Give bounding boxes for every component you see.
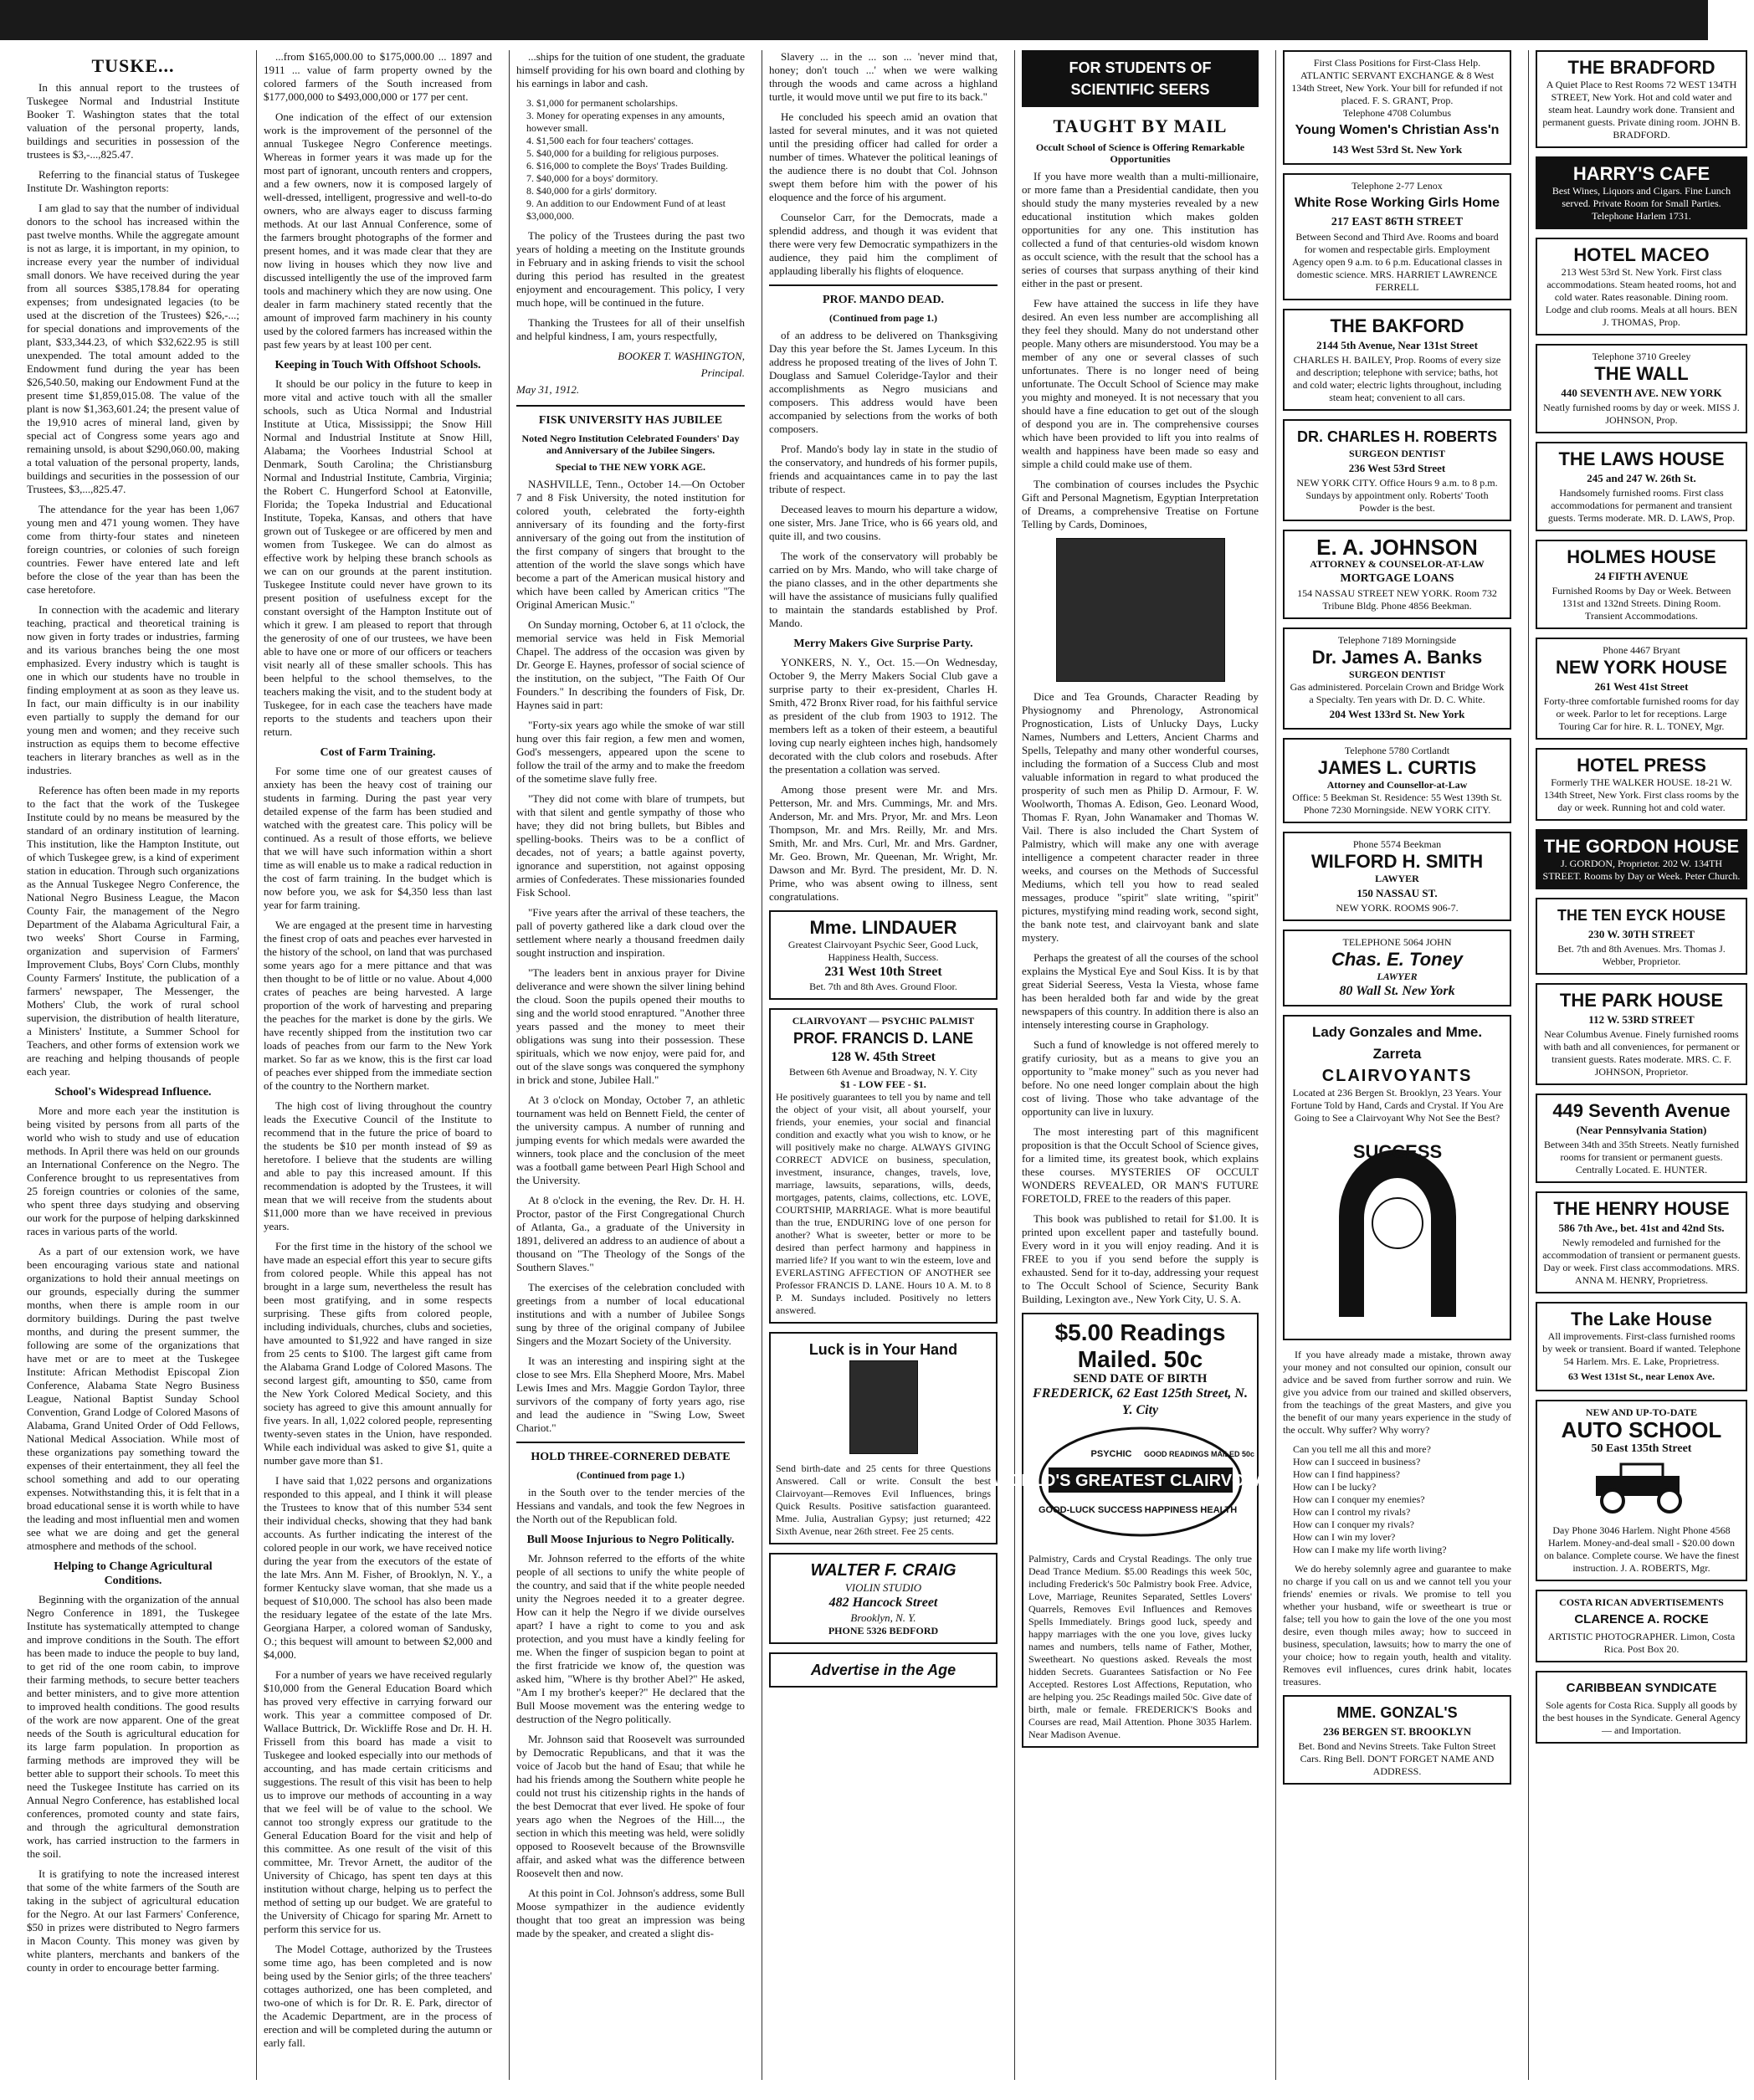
section-heading: Helping to Change Agricultural Conditions. [54,1560,213,1587]
ad-auto-school [1536,1400,1747,1581]
ad-body: Day Phone 3046 Harlem. Night Phone 4568 Harlem. Money-and-deal small - $20.00 down on balance. Complete course. We have the finest instruction. J. A. ROBERTS, Mgr. [1543,1524,1740,1574]
emblem-bottom-text: LOVE [1384,1306,1410,1316]
article-paragraph: Such a fund of knowledge is not offered merely to gratify curiosity, but as a means to give you an opportunity to "make money" such as you never had before. No one need longer complain about the high cost of living. Those who take advantage of the opportunity can live in luxury. [1022,1038,1259,1118]
divider [769,284,998,286]
ad-name: The Lake House [1571,1309,1712,1329]
article-paragraph: It was an interesting and inspiring sight at the close to see Mrs. Ella Shepherd Moore, Mrs. Mabel Lewis Imes and Mrs. Maggie Gordon Taylor, three survivors of the company of forty years ago, rise and lead the audience in "Swing Low, Sweet Chariot." [516,1355,745,1434]
emblem-top-text: SUCCESS [1352,1141,1442,1162]
ad-address: 236 West 53rd Street [1348,462,1446,474]
ad-address: (Near Pennsylvania Station) [1576,1124,1707,1136]
ad-body: 213 West 53rd St. New York. First class accommodations. Steam heated rooms, hot and cold water. Rates reasonable. Dining room. Lodge and club rooms. Meals at all hours. BEN J. THOMAS, Prop. [1545,266,1738,328]
article-paragraph: Referring to the financial status of Tuskegee Institute Dr. Washington reports: [27,168,239,194]
ad-gonzales [1283,1015,1511,1340]
ad-name: CLARENCE A. ROCKE [1574,1612,1709,1626]
ad-name: WALTER F. CRAIG [810,1561,956,1580]
ad-hotel-press [1536,748,1747,821]
ad-address: 150 NASSAU ST. [1357,887,1438,899]
banner-text: FOR STUDENTS OF SCIENTIFIC SEERS [1069,59,1212,98]
ad-smith [1283,832,1511,921]
continued-note: (Continued from page 1.) [576,1469,685,1481]
ad-name: THE HENRY HOUSE [1553,1198,1730,1219]
list-item: Can you tell me all this and more? [1293,1443,1431,1455]
ad-body: NEW YORK CITY. Office Hours 9 a.m. to 8 p.m. Sundays by appointment only. Roberts' Tooth Powder is the best. [1296,477,1498,514]
article-paragraph: If you have more wealth than a multi-millionaire, or more fame than a Presidential candidate, then you should study the many mysteries revealed by a new educational institution which makes golden opportunities for any one. This institution has collected a fund of that centuries-old wisdom known as occult science, with the result that the school has a series of courses that surpass anything of their kind either in the past or present. [1022,170,1259,289]
ad-body: All improvements. First-class furnished rooms by week or transient. Board if wanted. Telephone 54 Harlem. Mrs. E. Lake, Proprietress. [1542,1330,1741,1367]
emblem-main-text: WORLD'S GREATEST CLAIRVOYANT [992,1472,1289,1490]
ad-name: White Rose Working Girls Home [1294,196,1500,210]
ad-name: HOTEL PRESS [1577,755,1706,776]
illustration-image [1056,538,1225,682]
ad-name: Lady Gonzales and Mme. Zarreta [1311,1024,1483,1062]
ad-phone: Telephone 4708 Columbus [1342,107,1452,119]
ad-holmes-house [1536,540,1747,629]
article-paragraph: The exercises of the celebration concluded with greetings from a number of local educational institutions and with a number of Jubilee Songs sung by three of the original company of Jubilee Singers and the Mozart Society of the University. [516,1281,745,1347]
list-item: How can I control my rivals? [1293,1506,1411,1518]
automobile-icon [1579,1457,1705,1516]
ad-fee: $1 - LOW FEE - $1. [840,1078,926,1090]
ad-name: HOLMES HOUSE [1567,546,1716,567]
list-item: 8. $40,000 for a girls' dormitory. [526,185,658,197]
ad-address: 236 BERGEN ST. BROOKLYN [1323,1725,1471,1738]
ad-body: Neatly furnished rooms by day or week. MISS J. JOHNSON, Prop. [1543,402,1740,426]
list-item: 3. Money for operating expenses in any amounts, however small. [526,110,725,134]
ad-the-wall [1536,344,1747,433]
ad-ten-eyck-house [1536,898,1747,975]
article-paragraph: NASHVILLE, Tenn., October 14.—On October 7 and 8 Fisk University, the noted institution for colored youth, celebrated the forty-eighth anniversary of its founding and the forty-first anniversary of the going out from the institution of the first company of singers that brought to the attention of the world the slave songs which have become a part of the American musical history and which have been called by American critics "The Original American Music." [516,478,745,611]
ad-bakford [1283,309,1511,411]
ad-name: CARIBBEAN SYNDICATE [1566,1681,1717,1695]
ad-name: Dr. James A. Banks [1311,647,1483,668]
article-paragraph: Perhaps the greatest of all the courses of the school explains the Mystical Eye and Soul Kiss. It is by that great Siderial Seeress, Vesta la Viesta, whose fame has been heralded both far and wide by the great newspapers of this country. In addition there is also an intensely interesting course in Graphology. [1022,951,1259,1031]
article-paragraph: Deceased leaves to mourn his departure a widow, one sister, Mrs. Jane Trice, who is 66 years old, and quite ill, and two cousins. [769,503,998,542]
list-item: How can I succeed in business? [1293,1456,1421,1467]
ad-frederick [992,1313,1289,1748]
ad-address: 128 W. 45th Street [830,1050,936,1064]
ad-address: 204 West 133rd St. New York [1329,708,1465,720]
list-item: 3. $1,000 for permanent scholarships. [526,97,678,109]
ad-new-york-house [1536,638,1747,740]
list-item: 6. $16,000 to complete the Boys' Trades Building. [526,160,728,172]
article-paragraph: In this annual report to the trustees of Tuskegee Normal and Industrial Institute Booker T. Washington states that the total valuation of the personal property, lands, buildings and securities in possession of the trustees is $3,-...,825.47. [27,81,239,161]
article-paragraph: The policy of the Trustees during the past two years of holding a meeting on the Institute grounds in February and in asking friends to visit the school during this period has resulted in the greatest enjoyment and encouragement. This policy, I very much hope, will be continued in the future. [516,229,745,309]
ad-address: 245 and 247 W. 26th St. [1587,472,1696,484]
questions-list [1283,1443,1511,1556]
ad-johnson [1283,530,1511,619]
ad-line: CLAIRVOYANTS [1321,1067,1473,1085]
ad-tag: COSTA RICAN ADVERTISEMENTS [1559,1596,1724,1608]
ad-phone: Phone 4467 Bryant [1603,644,1680,656]
article-headline: Merry Makers Give Surprise Party. [793,638,973,650]
article-paragraph: "The leaders bent in anxious prayer for Divine deliverance and were shown the silver lining behind the cloud. Soon the pupils opened their mouths to sing and the world stood enraptured. "Another three years passed and the money to meet their obligations was sung into their possession. These spirituals, which we now enjoy, were paid for, and out of the slave songs was conquered the symphony in brick and stone, Jubilee Hall." [516,966,745,1086]
article-paragraph: in the South over to the tender mercies of the Hessians and vandals, and took the few Negroes in the North out of the Republican fold. [516,1486,745,1525]
ad-name: Advertise in the Age [810,1662,956,1678]
ad-address: 112 W. 53RD STREET [1588,1013,1695,1026]
emblem-left-text: GOOD-LUCK SUCCESS [1038,1505,1142,1515]
article-paragraph: The high cost of living throughout the country leads the Executive Council of the Institute to recommend that in the future the price of board to the students be $10 per month instead of $9 as heretofore. I believe that the students are willing and able to pay this increased amount. If this recommendation is adopted by the Trustees, it will mean that we will receive from the students about $11,000 more than we have received in previous years. [264,1099,492,1232]
article-paragraph: ...from $165,000.00 to $175,000.00 ... 1897 and 1911 ... value of farm property owned by the colored farmers of the South increased from $177,000,000 to $493,000,000 or 177 per cent. [264,50,492,103]
signature: BOOKER T. WASHINGTON, [618,350,745,362]
article-subheadline: Occult School of Science is Offering Remarkable Opportunities [1035,141,1245,165]
list-item: 7. $40,000 for a boys' dormitory. [526,172,659,184]
column-3 [509,50,751,2080]
ad-occult-banner [1022,50,1259,107]
section-heading: Cost of Farm Training. [320,746,436,759]
ad-age [769,1652,998,1688]
article-paragraph: In connection with the academic and literary teaching, practical and theoretical training is now given in forty trades or industries, farming and its various branches being the one most emphasized. Every industry which is taught is one in which our students have no trouble in finding employment at as soon as they leave us. In fact, our main difficulty is in our inability even partially to supply the demand for our young men and women; and they receive such instruction as equips them to become effective teachers in literary branches as well as in the industries. [27,603,239,776]
ad-body: Between 34th and 35th Streets. Neatly furnished rooms for transient or permanent guests. Centrally Located. E. HUNTER. [1544,1139,1739,1175]
ad-roberts [1283,419,1511,521]
ad-address: MORTGAGE LOANS [1340,572,1454,585]
ad-body: Handsomely furnished rooms. First class accommodations for permanent and transient guests. Terms moderate. MR. D. LAWS, Prop. [1547,487,1736,524]
ad-name: HARRY'S CAFE [1572,163,1710,184]
ad-body: J. GORDON, Proprietor. 202 W. 134TH STREET. Rooms by Day or Week. Peter Church. [1542,858,1741,882]
ad-name: THE BRADFORD [1567,57,1716,78]
article-paragraph: It should be our policy in the future to keep in more vital and active touch with all the smaller schools, such as Utica Normal and Industrial Institute at Utica, Mississippi; the Snow Hill Normal and Industrial Institute at Snow Hill, Alabama; the Voorhees Industrial School at Denmark, South Carolina; the Christiansburg Normal and Industrial Institute, Cambria, Virginia; the Robert C. Hungerford School at Eatonville, Florida; the Topeka Industrial and Educational Institute, Topeka, Kansas, and others that have grown out of Tuskegee or are officered by men and women from Tuskegee. We can do almost as effective work by helping these branch schools as we can on our grounds at the parent institution. Tuskegee Institute could never have grown to its present position of usefulness except for the constant oversight of the Hampton Institute out of which it grew. I am pleased to report that through the generosity of one of our trustees, we have been able to have one or more of our officers or teachers visit nearly all of these smaller schools. This has been helpful to the school themselves, to the teachers making the visit, and to the student body at Tuskegee, for in each case the teachers have made reports to the students and teachers upon their return. [264,377,492,738]
ad-bradford [1536,50,1747,148]
article-headline: FISK UNIVERSITY HAS JUBILEE [538,414,723,427]
ad-phone: Telephone 5780 Cortlandt [1344,745,1450,756]
article-paragraph: Reference has often been made in my reports to the fact that the work of the Tuskegee Institute could by no means be measured by the standard of an ordinary institution of learning. This institution, like the Hampton Institute, out of which Tuskegee grew, is a kind of experiment station in education. Through such organizations as the Annual Tuskegee Negro Conference, the National Negro Business League, the Macon County Fair, the management of the Negro Department of the Alabama Agricultural Fair, a two weeks' Short Course in Farming, organization and supervision of Farmers' Improvement Clubs, Boys' Corn Clubs, monthly County Farmers' Institute, the publication of a farmers' newspaper, The Messenger, the Mothers' Club, the work of rural school supervision, the distribution of health literature, a Ministers' Institute, a Summer School for Teachers, and other forms of extension work we are reaching and helping thousands of people each year. [27,784,239,1078]
ad-line: ATTORNEY & COUNSELOR-AT-LAW [1310,558,1485,570]
ad-phone: Telephone 2-77 Lenox [1351,180,1443,192]
ad-phone: TELEPHONE 5064 JOHN [1342,936,1452,948]
ad-address: 261 West 41st Street [1594,680,1689,693]
list-item: How can I win my lover? [1293,1531,1396,1543]
ad-name: THE BAKFORD [1330,315,1464,336]
ad-toney [1283,930,1511,1006]
ad-name: JAMES L. CURTIS [1317,757,1477,778]
ad-park-house [1536,983,1747,1085]
ad-name: Mme. LINDAUER [809,917,957,938]
ad-title: $5.00 Readings Mailed. 50c [1054,1319,1226,1372]
portrait-image [849,1360,918,1454]
ad-name: THE GORDON HOUSE [1543,836,1740,857]
ad-name: WILFORD H. SMITH [1310,851,1484,872]
divider [516,1442,745,1443]
article-paragraph: One indication of the effect of our extension work is the improvement of the personnel of the annual Tuskegee Negro Conference meetings. Whereas in former years it was made up for the most part of ignorant, uncouth renters and croppers, and a few owners, now it is composed largely of well-dressed, intelligent, progressive and well-to-do owners, who are always eager to discuss farming methods. At our last Annual Conference, some of the farmers brought photographs of the former and present homes, and it was made clear that they are now living in houses which they now live and discussed intelligently the use of the improved farm tools and machinery which they are now using. One dealer in farm machinery stated recently that the amount of improved farm machinery in his county used by the colored farmers has increased within the past few years by at least 100 per cent. [264,110,492,351]
ad-name: 449 Seventh Avenue [1552,1100,1731,1121]
list-item: How can I find happiness? [1293,1468,1400,1480]
article-paragraph: I am glad to say that the number of individual donors to the school has increased within the past twelve months. While the aggregate amount is not as large, it is important, in my opinion, to increase every year the number of individual small donors. We have received during the year from all sources $385,178.84 for operating expenses; from undesignated legacies (to be used at the discretion of the Trustees) $26,-...; for special donations and improvements of the plant, $33,344.23, of which $32,622.95 is still unexpended. The total amount added to the Endowment fund during the year has been $26,540.50, making our Endowment Fund at the present time $1,859,015.08. The value of the plant is now $1,363,601.24; the present value of the 19,910 acres of mineral land, given by special act of Congress some years ago and remaining unsold, is about $290,060.00, making a total valuation of the personal property, lands, buildings and securities in the possession of our Trustees, $3,...,825.47. [27,202,239,495]
ad-address: 63 West 131st St., near Lenox Ave. [1567,1370,1715,1382]
ad-body: Furnished Rooms by Day or Week. Between 131st and 132nd Streets. Dining Room. Transient Accommodations. [1551,585,1731,622]
ad-body: Bet. 7th and 8th Avenues. Mrs. Thomas J. Webber, Proprietor. [1557,943,1726,967]
ad-body: Near Columbus Avenue. Finely furnished rooms with bath and all conveniences, for permanent or transient guests. Rates moderate. MRS. C. F. JOHNSON, Proprietor. [1543,1028,1740,1078]
list-item: 9. An addition to our Endowment Fund of at least $3,000,000. [526,197,726,222]
ad-body: Located at 236 Bergen St. Brooklyn, 23 Years. Your Fortune Told by Hand, Cards and Crystal. If You Are Going to See a Clairvoyant Why Not See the Best? [1290,1087,1504,1124]
article-headline: PROF. MANDO DEAD. [823,294,944,306]
ad-name: Chas. E. Toney [1331,949,1463,970]
ad-laws-house [1536,442,1747,531]
ad-harrys-cafe [1536,156,1747,229]
ad-body: Newly remodeled and furnished for the accommodation of transient or permanent guests. Day or week. First class accommodations. MRS. ANNA M. HENRY, Proprietress. [1542,1237,1741,1286]
ad-name: E. A. JOHNSON [1316,535,1478,560]
article-paragraph: At 8 o'clock in the evening, the Rev. Dr. H. H. Proctor, pastor of the First Congregational Church of Atlanta, Ga., a graduate of the University in 1891, delivered an address to an audience of about a thousand on "The Theology of the Songs of the Southern Slaves." [516,1194,745,1273]
ad-paragraph: We do hereby solemnly agree and guarantee to make no charge if you call on us and we cannot tell you your friends' enemies or rivals. We promise to tell you whether your husband, wife or sweetheart is true or false; tell you how to gain the love of the one you most desire, even though miles away; how to succeed in business, speculation, lawsuits; how to marry the one of your choice; how to regain youth, health and vitality. Removes evil influences, cures drink habit, locates treasures. [1283,1563,1511,1688]
ad-phone: Phone 5574 Beekman [1352,838,1442,850]
ad-address: 217 EAST 86TH STREET [1331,216,1464,228]
ad-paragraph: If you have already made a mistake, thrown away your money and not consulted our opinion, consult our advice and be saved from further sorrow and ruin. We give you advice from our trained and skilled observers, from the teachings of the great Masters, and give you the benefit of our many years experience in the study of the occult. Why suffer? Why worry? [1283,1349,1511,1436]
article-paragraph: He concluded his speech amid an ovation that lasted for several minutes, and it was not quieted until the presiding officer had called for order a number of times. Whatever the political leanings of the audience there is no doubt that Col. Johnson swept them before him with the power of his eloquence and the force of his argument. [769,110,998,203]
ad-line: LAWYER [1375,873,1419,884]
ad-address: FREDERICK, 62 East 125th Street, N. Y. City [1033,1386,1248,1417]
ad-ywca [1283,50,1511,165]
ad-subtitle: SEND DATE OF BIRTH [1073,1372,1208,1385]
ad-body: Bet. Bond and Nevins Streets. Take Fulton Street Cars. Ring Bell. DON'T FORGET NAME AND ADDRESS. [1298,1740,1496,1777]
ad-line: LAWYER [1377,971,1418,982]
article-paragraph: At this point in Col. Johnson's address, some Bull Moose sympathizer in the audience evidently thought that too great an impression was being made by the speaker, and created a slight dis- [516,1887,745,1939]
article-paragraph: "They did not come with blare of trumpets, but with that silent and gentle sympathy of those who have; they did not bring bullets, but Bibles and spelling-books. Theirs was to be a conflict of decades, not of years; a battle against poverty, ignorance and superstition, not against opposing armies of Confederates. These missionaries founded Fisk School. [516,792,745,899]
ad-body: Palmistry, Cards and Crystal Readings. The only true Dead Trance Medium. $5.00 Readings this week 50c, including Frederick's 50c Palmistry book Free. Advice, Love, Marriage, Reunites Separated, Settles Lovers' Quarrels, Removes Evil Influences and Removes Spells Immediately. Brings good luck, speedy and happy marriages with the one you love, gives lucky names and numbers, tells name of Father, Mother, Sweetheart. No questions asked. Reveals the most hidden Secrets. Guarantees Satisfaction or No Fee Accepted. Restores Lost Affections, Reputation, who are helping you. 25c Readings mailed 50c. Give date of birth, male or female. FREDERICK'S Books and Courses are read, Mail Attention. Phone 3035 Harlem. Near Madison Avenue. [1028,1553,1252,1740]
ad-name: MME. GONZAL'S [1336,1704,1458,1721]
list-item: 4. $1,500 each for four teachers' cottages. [526,135,694,146]
ad-caribbean [1536,1671,1747,1744]
emblem-right-text: HAPPINESS HEALTH [1144,1505,1237,1515]
ad-name: Luck is in Your Hand [808,1341,958,1358]
section-heading: School's Widespread Influence. [54,1086,212,1099]
ad-line: SURGEON DENTIST [1348,448,1446,459]
ad-body: First Class Positions for First-Class Help. ATLANTIC SERVANT EXCHANGE & 8 West 134th Street, New York. Your bill for refunded if not placed. F. S. GRANT, Prop. [1291,57,1503,106]
article-paragraph: The combination of courses includes the Psychic Gift and Personal Magnetism, Egyptian Interpretation of Dreams, a comprehensive Treatise on Fortune Telling by Cards, Dominoes, [1022,478,1259,530]
article-paragraph: of an address to be delivered on Thanksgiving Day this year before the St. James Lyceum. In this address he proposed treating of the lives of John T. Douglass and Samuel Coleridge-Taylor and their accomplishments as Negro musicians and composers. This address would have been accompanied by selections from the works of both composers. [769,329,998,435]
ad-address: 231 West 10th Street [824,965,942,979]
ad-body: Sole agents for Costa Rica. Supply all goods by the best houses in the Syndicate. General Agency — and Importation. [1542,1699,1741,1736]
ad-name: THE TEN EYCK HOUSE [1557,907,1726,924]
article-paragraph: The most interesting part of this magnificent proposition is that the Occult School of Science gives, for a limited time, its greatest book, which explains these courses. MYSTERIES OF OCCULT WONDERS REVEALED, OR MAN'S FUTURE FORETOLD, FREE to the readers of this paper. [1022,1125,1259,1205]
ad-name: AUTO SCHOOL [1561,1417,1722,1442]
ad-body: Forty-three comfortable furnished rooms for day or week. Parlor to let for receptions. Large Touring Car for hire. R. L. TONEY, Mgr. [1543,695,1740,732]
ad-gordon-house [1536,829,1747,889]
list-item: How can I be lucky? [1293,1481,1377,1493]
ad-body: Office: 5 Beekman St. Residence: 55 West 139th St. Phone 7230 Morningside. NEW YORK CITY. [1292,791,1502,816]
article-paragraph: As a part of our extension work, we have been encouraging various state and national organizations to hold their annual meetings on our grounds, especially during the summer months, when there is ample room in our dormitory buildings. During the past twelve months, and during the present summer, the following are some of the organizations that have met or are to meet at the Tuskegee Institute: African Methodist Episcopal Zion Conference, Alabama State Negro Business League, National Baptist Sunday School Convention, Grand Lodge of Colored Masons of Alabama, Grand United Order of Odd Fellows, National Medical Association. While most of these organizations pay something toward the expenses of their entertainment, they all feel the school something and add to our operating expenses. Notwithstanding this, it is felt that in a broad educational sense it is worth while to have the leading and most influential men and women see what we are doing and get the general atmosphere and methods of the school. [27,1245,239,1552]
article-paragraph: Slavery ... in the ... son ... 'never mind that, honey; don't touch ...' when we were walking through the woods and came across a highland turtle, it would move until we put fire to its back." [769,50,998,103]
article-paragraph: I have said that 1,022 persons and organizations responded to this appeal, and I think it will please the Trustees to know that of this number 534 sent their individual checks, showing that they had bank accounts. As further indicating the interest of the colored people in our work, we have received notice during the year from the executors of the estate of the late Mrs. Ann M. Fisher, of Brooklyn, N. Y., a former Kentucky slave woman, that she made us a bequest of $10,000. The school has also been made the residuary legatee of the estate of the late Mrs. Georgiana Harper, a colored woman of Sandusky, O.; this bequest will amount to between $2,000 and $4,000. [264,1474,492,1661]
ad-name: Young Women's Christian Ass'n [1295,123,1500,137]
ad-body: A Quiet Place to Rest Rooms 72 WEST 134TH STREET, New York. Hot and cold water and steam heat. Laundry work done. Transient and permanent guests. Private dining room. JOHN B. BRADFORD. [1542,79,1741,141]
horseshoe-emblem-icon [1305,1124,1490,1325]
emblem-top-text: PSYCHIC [1090,1449,1131,1459]
article-paragraph: The Model Cottage, authorized by the Trustees some time ago, has been completed and is now being used by the Senior girls; of the three teachers' cottages authorized, one has been completed, and two-one of which is for Dr. R. E. Park, director of the Academic Department, are in the process of erection and will be completed during the autumn or early fall. [264,1943,492,2049]
ad-tag: NEW AND UP-TO-DATE [1585,1406,1698,1418]
article-paragraph: ...ships for the tuition of one student, the graduate himself providing for his own board and clothing by his earnings in labor and cash. [516,50,745,90]
ad-lake-house [1536,1302,1747,1391]
article-paragraph: This book was published to retail for $1.00. It is printed upon excellent paper and tastefully bound. Every word in it you will enjoy reading. And it is FREE to you if you send before the supply is exhausted. Send for it to-day, addressing your request to The Occult School of Science, Security Bank Building, Lexington ave., New York City, U. S. A. [1022,1212,1259,1305]
ad-address: 2144 5th Avenue, Near 131st Street [1316,339,1478,351]
clairvoyant-emblem-icon [992,1419,1289,1544]
ad-body: ARTISTIC PHOTOGRAPHER. Limon, Costa Rica. Post Box 20. [1547,1631,1736,1655]
ad-line: Attorney and Counsellor-at-Law [1326,779,1468,791]
article-paragraph: Few have attained the success in life they have desired. An even less number are accomplishing all they feel they should. Many do not understand other people. Many others are misunderstood. You may be a member of any one or several classes of such unfortunates. There is no longer need of being unfortunate. The Occult School of Science may make you mighty and moneyed. It is not necessary that you should have a fine education to get out of the slough of despond you are in. The comprehensive courses which have been provided to lift you into realms of wealth and happiness have been made so easy and simple a child could make use of them. [1022,297,1259,470]
section-heading: Bull Moose Injurious to Negro Politically. [526,1534,735,1546]
article-paragraph: Mr. Johnson referred to the efforts of the white people of all sections to unify the white people of the country, and said that if the white people needed unity the Negroes needed it to a greater degree. How can it help the Negro if we divide ourselves apart? I have a right to come to you and ask protection, and you must have a kindly feeling for me. When the finger of suspicion began to point at the first fratricide we know of, the question was asked him, "Where is thy brother Abel?" He asked, "Am I my brother's keeper?" He declared that the Bull Moose movement was the entering wedge to destruction of the Negro politically. [516,1552,745,1725]
ad-address: 24 FIFTH AVENUE [1594,570,1689,582]
ad-address: 440 SEVENTH AVE. NEW YORK [1561,387,1722,399]
ad-white-rose [1283,173,1511,300]
ad-name: PROF. FRANCIS D. LANE [792,1030,973,1047]
ad-address: 50 East 135th Street [1591,1442,1692,1455]
ad-body: Formerly THE WALKER HOUSE. 18-21 W. 134th Street, New York. First class rooms by the day or week. Running hot and cold water. [1544,776,1739,813]
article-paragraph: Counselor Carr, for the Democrats, made a splendid address, and though it was evident that there were very few Democratic sympathizers in the audience, they paid him the compliment of applauding liberally his flights of eloquence. [769,211,998,277]
list-item: How can I conquer my enemies? [1293,1493,1425,1505]
column-2 [256,50,499,2080]
ad-line: Brooklyn, N. Y. [850,1611,916,1624]
ad-phone: Telephone 3710 Greeley [1592,351,1691,362]
ad-line: Bet. 7th and 8th Aves. Ground Floor. [809,981,957,992]
column-5 [992,50,1289,2080]
article-paragraph: The work of the conservatory will probably be carried on by Mrs. Mando, who will take charge of the piano classes, and in the other departments she will have the assistance of musicians fully qualified to maintain the standards established by Prof. Mando. [769,550,998,629]
ad-body: CHARLES H. BAILEY, Prop. Rooms of every size and description; telephone with service; baths, hot and cold water; electric lights throughout, including steam heat; convenient to all cars. [1293,354,1501,403]
ad-phone: Telephone 7189 Morningside [1337,634,1457,646]
ad-rocke [1536,1590,1747,1662]
ad-curtis [1283,738,1511,823]
ad-449-seventh [1536,1094,1747,1183]
ad-name: HOTEL MACEO [1573,244,1710,265]
article-paragraph: Beginning with the organization of the annual Negro Conference in 1891, the Tuskegee Institute has systematically attempted to change and improve conditions in the South. The effort has been made to induce the people to buy land, to get rid of the one room cabin, to improve their farming methods, to secure better teachers and better ministers, and to give more attention to improved health conditions. The good results of the work are now apparent. One of the great needs of the South is agricultural education for its large farm population. In proportion as farming methods are improved they will be better able to support their schools. To meet this need the Tuskegee Institute has carried on its Annual Negro Conference, has established local conferences, promoted county and state fairs, and through the agricultural demonstration work, has carried instruction to the farmers in the soil. [27,1593,239,1860]
article-paragraph: On Sunday morning, October 6, at 11 o'clock, the memorial service was held in Fisk Memorial Chapel. The address of the occasion was given by Dr. George E. Haynes, professor of social science of the institution, on the subject, "The Faith Of Our Founders." In describing the founders of Fisk, Dr. Haynes said in part: [516,618,745,711]
ad-address: 143 West 53rd St. New York [1331,143,1463,156]
list-item: How can I make my life worth living? [1293,1544,1447,1555]
column-6 [1275,50,1518,2080]
ad-tag: CLAIRVOYANT — PSYCHIC PALMIST [792,1015,975,1027]
divider [516,405,745,407]
ad-name: THE PARK HOUSE [1559,990,1724,1011]
ad-body: NEW YORK. ROOMS 906-7. [1336,902,1459,914]
ad-address: 230 W. 30TH STREET [1587,928,1695,940]
ad-name: NEW YORK HOUSE [1556,657,1727,678]
ad-body: 154 NASSAU STREET NEW YORK. Room 732 Tribune Bldg. Phone 4856 Beekman. [1297,587,1497,612]
section-heading: Keeping in Touch With Offshoot Schools. [274,359,481,371]
ad-lane [769,1008,998,1324]
ad-name: THE WALL [1594,363,1689,384]
ad-address: 586 7th Ave., bet. 41st and 42nd Sts. [1558,1222,1725,1234]
needs-list [516,97,745,223]
article-paragraph: At 3 o'clock on Monday, October 7, an athletic tournament was held on Bennett Field, the center of the university campus. A number of running and jumping events for which medals were awarded the winners, took place and the conclusion of the meet was a football game between Pearl High School and the University. [516,1094,745,1186]
ad-body: Gas administered. Porcelain Crown and Bridge Work a Specialty. Ten years with Dr. D. C. White. [1290,681,1505,705]
ad-line: Between 6th Avenue and Broadway, N. Y. City [789,1066,977,1078]
ad-body: Best Wines, Liquors and Cigars. Fine Lunch served. Private Room for Small Parties. Telephone Harlem 1731. [1551,185,1731,222]
article-paragraph: Among those present were Mr. and Mrs. Petterson, Mr. and Mrs. Cummings, Mr. and Mrs. Anderson, Mr. and Mrs. Pryor, Mr. and Mrs. Leon Thompson, Mr. and Mrs. Reilly, Mr. and Mrs. Smith, Mr. and Mrs. Curl, Mr. and Mrs. Gardner, Mr. Geo. Brown, Mr. Queenan, Mr. Wright, Mr. Dawson and Mr. Byrd. The president, Mr. D. N. Prime, who was absent owing to illness, sent congratulations. [769,783,998,903]
ad-gonzals-bottom [1283,1695,1511,1785]
continued-note: (Continued from page 1.) [828,312,938,324]
ad-henry-house [1536,1191,1747,1293]
article-paragraph: For some time one of our greatest causes of anxiety has been the heavy cost of training our students in farming. During the past year very detailed expense of the farm has been studied and watched with the greatest care. This policy will be continued. As a result of those efforts, we believe that we will have such information within a short time as will enable us to make a radical reduction in the cost of farm training. In the budget which is now before you, we ask for $4,350 less than last year for farm training. [264,765,492,911]
ad-line: VIOLIN STUDIO [844,1581,922,1594]
ad-hotel-maceo [1536,238,1747,335]
column-7 [1528,50,1754,2080]
ad-banks [1283,627,1511,730]
ad-name: DR. CHARLES H. ROBERTS [1296,428,1497,445]
article-paragraph: Mr. Johnson said that Roosevelt was surrounded by Democratic Republicans, and that it was the voice of Jacob but the hand of Esau; that while he had his friends among the Southern white people he could not trust his citizenship rights in the hands of the best Democrat that ever lived. He spoke of four years ago when the Negroes of the Hill..., the section in which this meeting was held, were solidly opposed to Roosevelt because of the Brownsville affair, and asked what was the difference between Roosevelt then and now. [516,1733,745,1879]
article-paragraph: More and more each year the institution is being visited by persons from all parts of the world who wish to study and use of education methods. In April there was held on our grounds an International Conference on the Negro. The Conference brought to us representatives from 25 foreign countries or colonies of the same, who spent three days studying and observing our work for the purpose of helping darkskinned races in various parts of the world. [27,1104,239,1237]
ad-lindauer [769,910,998,1000]
article-paragraph: For the first time in the history of the school we have made an especial effort this year to secure gifts from colored people. While this appeal has not brought in a large sum, nevertheless the result has been most gratifying, and in some respects surprising. These gifts from colored people, including individuals, churches, clubs and societies, have amounted to $1,922 and have ranged in size from 25 cents to $100. The largest gift came from the Alabama Grand Lodge of Colored Masons. The second largest gift, amounting to $50, came from the New York Colored Medical Society, and this society has agreed to give this amount annually for five years. In all, 1,022 colored people, representing twenty-seven states in the Union, have responded. While each individual was asked to give $1, quite a number gave more than $1. [264,1240,492,1467]
ad-body: Send birth-date and 25 cents for three Questions Answered. Call or write. Consult the best Clairvoyant—Removes Evil Influences, brings Quick Results. Positive satisfaction guaranteed. Mme. Julia, Australian Gypsy; just returned; 422 Sixth Avenue, near 26th street. Fee 25 cents. [776,1462,991,1537]
ad-line: Greatest Clairvoyant Psychic Seer, Good Luck, Happiness Health, Success. [787,939,979,963]
article-paragraph: The attendance for the year has been 1,067 young men and 471 young women. They have come from thirty-four states and nineteen foreign countries, or colonies of such foreign countries. Fewer have entered late and left before the close of the year than has been the case heretofore. [27,503,239,596]
article-paragraph: Dice and Tea Grounds, Character Reading by Physiognomy and Phrenology, Astronomical Prognostication, Lists of Unlucky Days, Lucky Names, Numbers and Letters, Ancient Charms and Spells, Telepathy and many other wonderful courses, including the formation of a Success Club and most valuable information in regard to what produced the prosperity of such men as Philip D. Armour, F. W. Woolworth, Thomas A. Edison, Geo. Leonard Wood, Thomas F. Ryan, John Wanamaker and Thomas W. Vail. There is also included the Chart System of Palmistry, which will make any one with average intelligence a competent character reader in three weeks, and courses on the Methods of Successful Mediums, which tell you how to read sealed messages, produce "spirit" slate writing, "spirit" pictures, mystifying mind reading work, second sight, the bank note test, and clairvoyant bank and slate mystery. [1022,690,1259,944]
ad-address: 80 Wall St. New York [1339,984,1455,998]
ad-phone: PHONE 5326 BEDFORD [828,1625,939,1636]
article-paragraph: Thanking the Trustees for all of their unselfish and helpful kindness, I am, yours respectfully, [516,316,745,342]
emblem-corner-text: GOOD READINGS MAILED 50c [1143,1450,1254,1458]
article-paragraph: For a number of years we have received regularly $10,000 from the General Education Board which has proved very effective in carrying forward our work. This year a committee composed of Dr. Wallace Buttrick, Dr. Wickliffe Rose and Dr. H. H. Frissell from this board has made a visit to Tuskegee and looked especially into our methods of accounting, and has made certain criticisms and suggestions. The result of this visit has been to help us to improve our methods of accounting in a way that we feel will be of value to the school. We cannot too strongly express our gratitude to the General Education Board for the visit and help of this committee. As one result of the visit of this committee, Mr. Trevor Arnett, the auditor of the University of Chicago, has spent ten days at this institution without charge, helping us to perfect the method of setting up our budget. We are grateful to the University of Chicago for sparing Mr. Arnett to perform this service for us. [264,1668,492,1935]
list-item: How can I conquer my rivals? [1293,1519,1414,1530]
column-1 [20,50,246,2080]
dateline: May 31, 1912. [516,383,580,396]
article-headline: HOLD THREE-CORNERED DEBATE [531,1451,731,1463]
column-4 [762,50,1004,2080]
list-item: 5. $40,000 for a building for religious purposes. [526,147,719,159]
ad-line: SURGEON DENTIST [1348,668,1446,680]
ad-name: THE LAWS HOUSE [1558,448,1725,469]
article-headline: TAUGHT BY MAIL [1053,115,1228,136]
ad-craig [769,1553,998,1644]
article-subheadline: Noted Negro Institution Celebrated Founders' Day and Anniversary of the Jubilee Singers. [521,433,740,456]
article-paragraph: Prof. Mando's body lay in state in the studio of the conservatory, and hundreds of his former pupils, friends and acquaintances came in to pay the last tribute of respect. [769,443,998,495]
ad-address: 482 Hancock Street [828,1595,938,1610]
article-paragraph: YONKERS, N. Y., Oct. 15.—On Wednesday, October 9, the Merry Makers Social Club gave a surprise party to their ex-president, Charles H. Smith, 472 Bronx River road, for his faithful service as president of the club from 1903 to 1912. The members left as a token of their esteem, a beautiful loving cup nearly eighteen inches high, handsomely decorated with the club colors and rosebuds. After the presentation a collation was served. [769,656,998,776]
article-headline: TUSKE... [91,55,175,76]
ad-body: Between Second and Third Ave. Rooms and board for women and respectable girls. Employment Agency open 9 a.m. to 6 p.m. Educational classes in domestic science. MRS. HARRIET LAWRENCE FERRELL [1292,231,1502,293]
article-paragraph: We are engaged at the present time in harvesting the finest crop of oats and peaches ever harvested in the history of the school, on land that was purchased some years ago for a mere pittance and that was then thought to be of little or no value. About 4,000 crates of peaches are being harvested. A large proportion of the work of harvesting and preparing the peaches for the market is done by the girls. We have recently shipped from the institution two car loads of peaches from our farm to the New York market. So far as we know, this is the first car load of peaches ever shipped from the immediate section of the country to the Northern market. [264,919,492,1092]
ad-body: He positively guarantees to tell you by name and tell the object of your visit, all about yourself, your friends, your enemies, your social and financial condition and exactly what you wish to know, or he will positively make no charge. ALWAYS GIVING CORRECT ADVICE on business, speculation, investment, insurance, changes, travels, love, marriage, lawsuits, separations, wills, deeds, mortgages, patents, claims, collections, etc. LOVE, COURTSHIP, MARRIAGE. What is more beautiful than the true, ENDURING love of one person for another? What is sweeter, better or more to be desired than perfect harmony and happiness in married life? If you want to win the esteem, love and EVERLASTING AFFECTION OF ANOTHER see Professor FRANCIS D. LANE. Hours 10 A. M. to 8 P. M. Sundays included. Positively no letters answered. [776,1091,991,1316]
special-dispatch: Special to THE NEW YORK AGE. [555,461,706,473]
article-paragraph: It is gratifying to note the increased interest that some of the white farmers of the South are taking in the subject of agricultural education for the Negro. At our last Farmers' Conference, $50 in prizes were distributed to Negro farmers in Macon County. This money was given by white planters, merchants and bankers of the county in order to encourage better farming. [27,1867,239,1974]
article-paragraph: "Forty-six years ago while the smoke of war still hung over this fair region, a few men and women, God's messengers, appeared upon the scene to follow the trail of the army and to make the freedom of the sometime slave fully free. [516,719,745,785]
ad-luck [769,1332,998,1544]
signature-title: Principal. [700,366,745,379]
article-paragraph: "Five years after the arrival of these teachers, the pall of poverty gathered like a dark cloud over the settlement where nearly a thousand freedmen daily sought instruction and inspiration. [516,906,745,959]
